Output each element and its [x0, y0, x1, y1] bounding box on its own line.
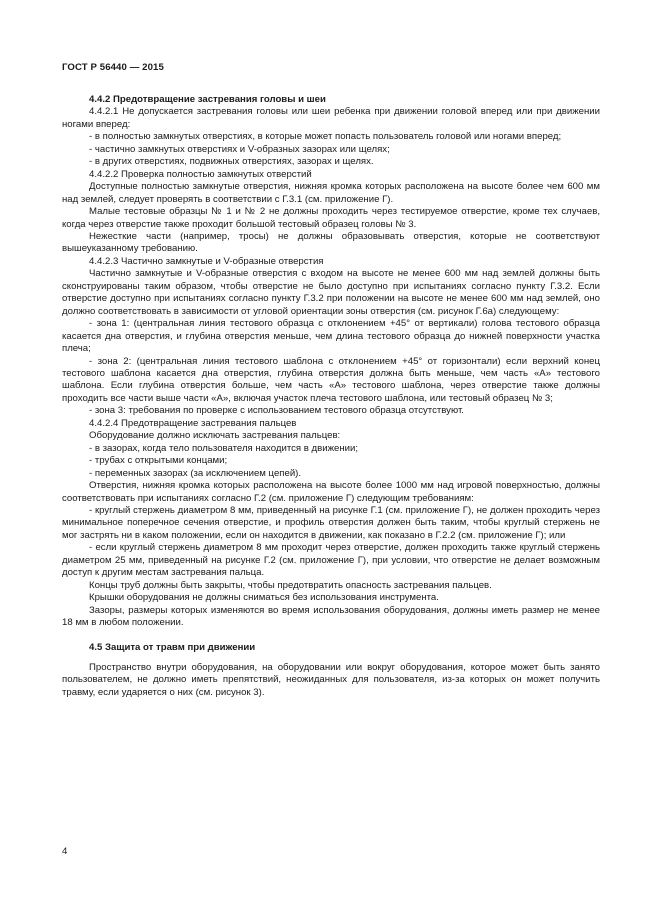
list-item: - трубах с открытыми концами; [89, 455, 228, 467]
list-item: - в других отверстиях, подвижных отверстиях, зазорах и щелях. [89, 156, 374, 168]
paragraph: Отверстия, нижняя кромка которых расположена на высоте более 1000 мм над игровой поверхностью, должны соответствовать при испытаниях согласно Г.2 (см. приложение Г) следующим требованиям: [62, 480, 600, 504]
document-header: ГОСТ Р 56440 — 2015 [62, 62, 164, 73]
list-item: - зона 3: требования по проверке с использованием тестового образца отсутствуют. [89, 405, 464, 417]
paragraph: Малые тестовые образцы № 1 и № 2 не должны проходить через тестируемое отверстие, кроме тех случаев, когда через отверстие также проходит большой тестовый образец головы № 3. [62, 206, 600, 230]
heading-4-5: 4.5 Защита от травм при движении [89, 642, 256, 654]
paragraph: 4.4.2.1 Не допускается застревания головы или шеи ребенка при движении головой вперед или при движении ногами вперед: [62, 106, 600, 130]
heading-4-4-2: 4.4.2 Предотвращение застревания головы и шеи [89, 94, 326, 105]
document-body [62, 94, 600, 699]
paragraph: Крышки оборудования не должны сниматься без использования инструмента. [89, 592, 439, 604]
paragraph: Доступные полностью замкнутые отверстия, нижняя кромка которых расположена на высоте более чем 600 мм над землей, следует проверять в соответствии с Г.3.1 (см. приложение Г). [62, 181, 600, 205]
list-item: - зона 1: (центральная линия тестового образца с отклонением +45° от вертикали) голова тестового образца касается дна отверстия, и глубина отверстия меньше, чем длина тестового образца до нижней поверхности участка плеча; [62, 318, 600, 355]
paragraph: Оборудование должно исключать застревания пальцев: [89, 430, 341, 442]
paragraph: Частично замкнутые и V-образные отверстия с входом на высоте не менее 600 мм над землей должны быть сконструированы таким образом, чтобы отверстие не было доступно при испытаниях согласно пункту Г.3.2. Если отверстие доступно при испытаниях согласно пункту Г.3.2 при положении на высоте не менее 600 мм над землей, оно должно соответствовать в зависимости от угловой ориентации зоны отверстия (см. рисунок Г.6а) следующему: [62, 268, 600, 317]
subheading-4-4-2-3: 4.4.2.3 Частично замкнутые и V-образные отверстия [89, 255, 324, 267]
page-number: 4 [62, 846, 68, 857]
list-item: - зона 2: (центральная линия тестового шаблона с отклонением +45° от горизонтали) если верхний конец тестового шаблона касается дна отверстия, глубина отверстия должна быть меньше, чем часть «А» тестового шаблона. Если глубина отверстия больше, чем часть «А» тестового шаблона, через отверстие также должны проходить все части выше части «А», включая участок плеча тестового шаблона, или тестовый образец № 3; [62, 355, 600, 404]
list-item: - в полностью замкнутых отверстиях, в которые может попасть пользователь головой или ногами вперед; [89, 131, 562, 143]
paragraph: Пространство внутри оборудования, на оборудовании или вокруг оборудования, которое может быть занято пользователем, не должно иметь препятствий, неожиданных для пользователя, из-за которых он может получить травму, если ударяется о них (см. рисунок 3). [62, 661, 600, 698]
list-item: - частично замкнутых отверстиях и V-образных зазорах или щелях; [89, 143, 390, 155]
list-item: - переменных зазорах (за исключением цепей). [89, 467, 302, 479]
subheading-4-4-2-4: 4.4.2.4 Предотвращение застревания пальцев [89, 417, 297, 429]
list-item: - круглый стержень диаметром 8 мм, приведенный на рисунке Г.1 (см. приложение Г), не должен проходить через минимальное поперечное сечения отверстие, и профиль отверстия должен быть таким, чтобы круглый стержень не мог застрять ни в каком положении, если он находится в движении, как показано в Г.2.2 (см. приложение Г); или [62, 504, 600, 541]
paragraph: Нежесткие части (например, тросы) не должны образовывать отверстия, которые не соответствуют вышеуказанному требованию. [62, 230, 600, 255]
paragraph: Зазоры, размеры которых изменяются во время использования оборудования, должны иметь размер не менее 18 мм в любом положении. [62, 604, 600, 629]
paragraph: Концы труб должны быть закрыты, чтобы предотвратить опасность застревания пальцев. [89, 579, 492, 591]
list-item: - в зазорах, когда тело пользователя находится в движении; [89, 442, 359, 454]
subheading-4-4-2-2: 4.4.2.2 Проверка полностью замкнутых отверстий [89, 168, 312, 180]
list-item: - если круглый стержень диаметром 8 мм проходит через отверстие, должен проходить также круглый стержень диаметром 25 мм, приведенный на рисунке Г.2 (см. приложение Г), при условии, что отверстие не делает возможным доступ к другим местам застревания пальца. [62, 542, 600, 579]
